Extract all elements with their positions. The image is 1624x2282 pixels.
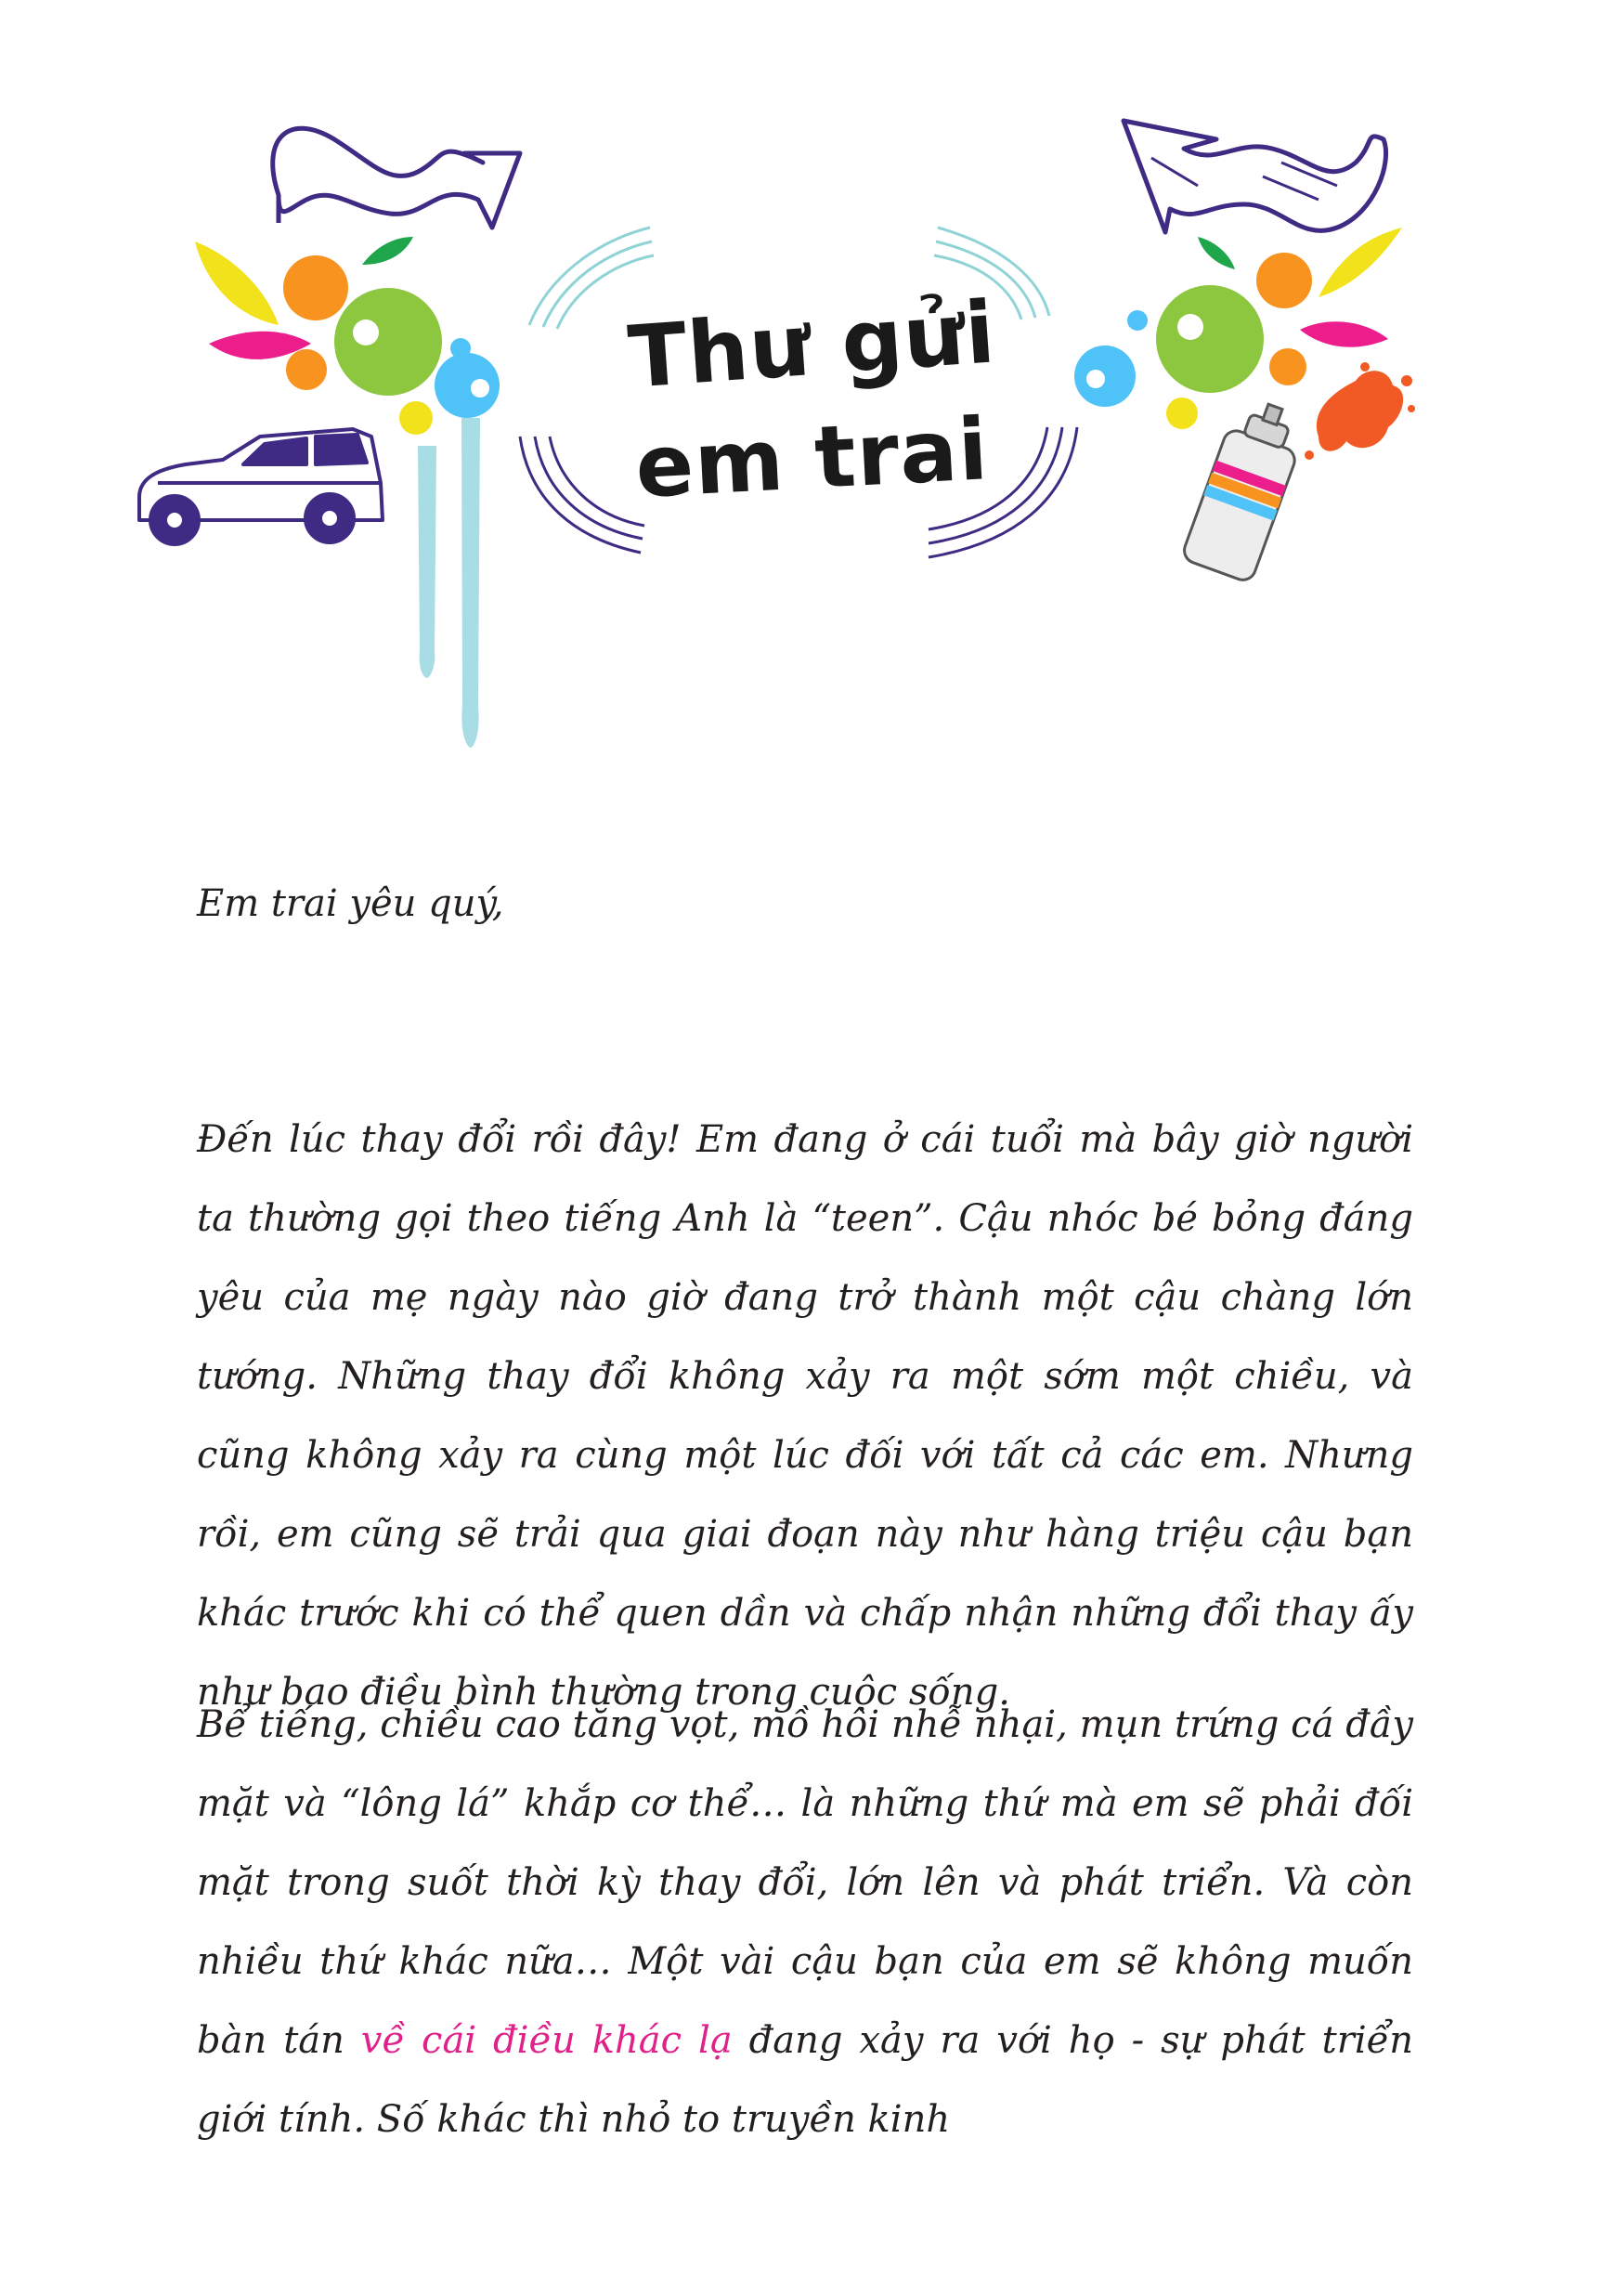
squiggle-arrow-icon: [1124, 121, 1386, 232]
highlighted-phrase: về cái điều khác lạ: [360, 2019, 733, 2062]
paragraph-text: đang xảy ra với họ - sự phát triển giới tính. Số khác thì nhỏ to truyền kinh: [197, 2019, 1414, 2141]
paragraph-text: Bể tiếng, chiều cao tăng vọt, mồ hôi nhễ nhại, mụn trứng cá đầy mặt và “lông lá” khắp cơ thể… là những thứ mà em sẽ phải đối mặt trong suốt thời kỳ thay đổi, lớn lên và phát triển. Và còn nhiều thứ khác nữa… Một vài cậu bạn của em sẽ không muốn bàn tán: [197, 1703, 1413, 2062]
paragraph: Đến lúc thay đổi rồi đây! Em đang ở cái tuổi mà bây giờ người ta thường gọi theo tiếng Anh là “teen”. Cậu nhóc bé bỏng đáng yêu của mẹ ngày nào giờ đang trở thành một cậu chàng lớn tướng. Những thay đổi không xảy ra một sớm một chiều, và cũng không xảy ra cùng một lúc đối với tất cả các em. Nhưng rồi, em cũng sẽ trải qua giai đoạn này như hàng triệu cậu bạn khác trước khi có thể quen dần và chấp nhận những đổi thay ấy như bao điều bình thường trong cuộc sống.: [197, 1118, 1413, 1714]
leaf-icon: [195, 241, 279, 325]
paragraph: [197, 1686, 1413, 2159]
leaf-icon: [362, 237, 413, 265]
page-title-line-2: em trai: [632, 399, 992, 517]
squiggle-arrow-icon: [273, 128, 520, 228]
page-title-line-1: Thư gửi: [625, 282, 999, 408]
leaf-icon: [1198, 237, 1235, 269]
salutation: Em trai yêu quý,: [197, 882, 504, 925]
